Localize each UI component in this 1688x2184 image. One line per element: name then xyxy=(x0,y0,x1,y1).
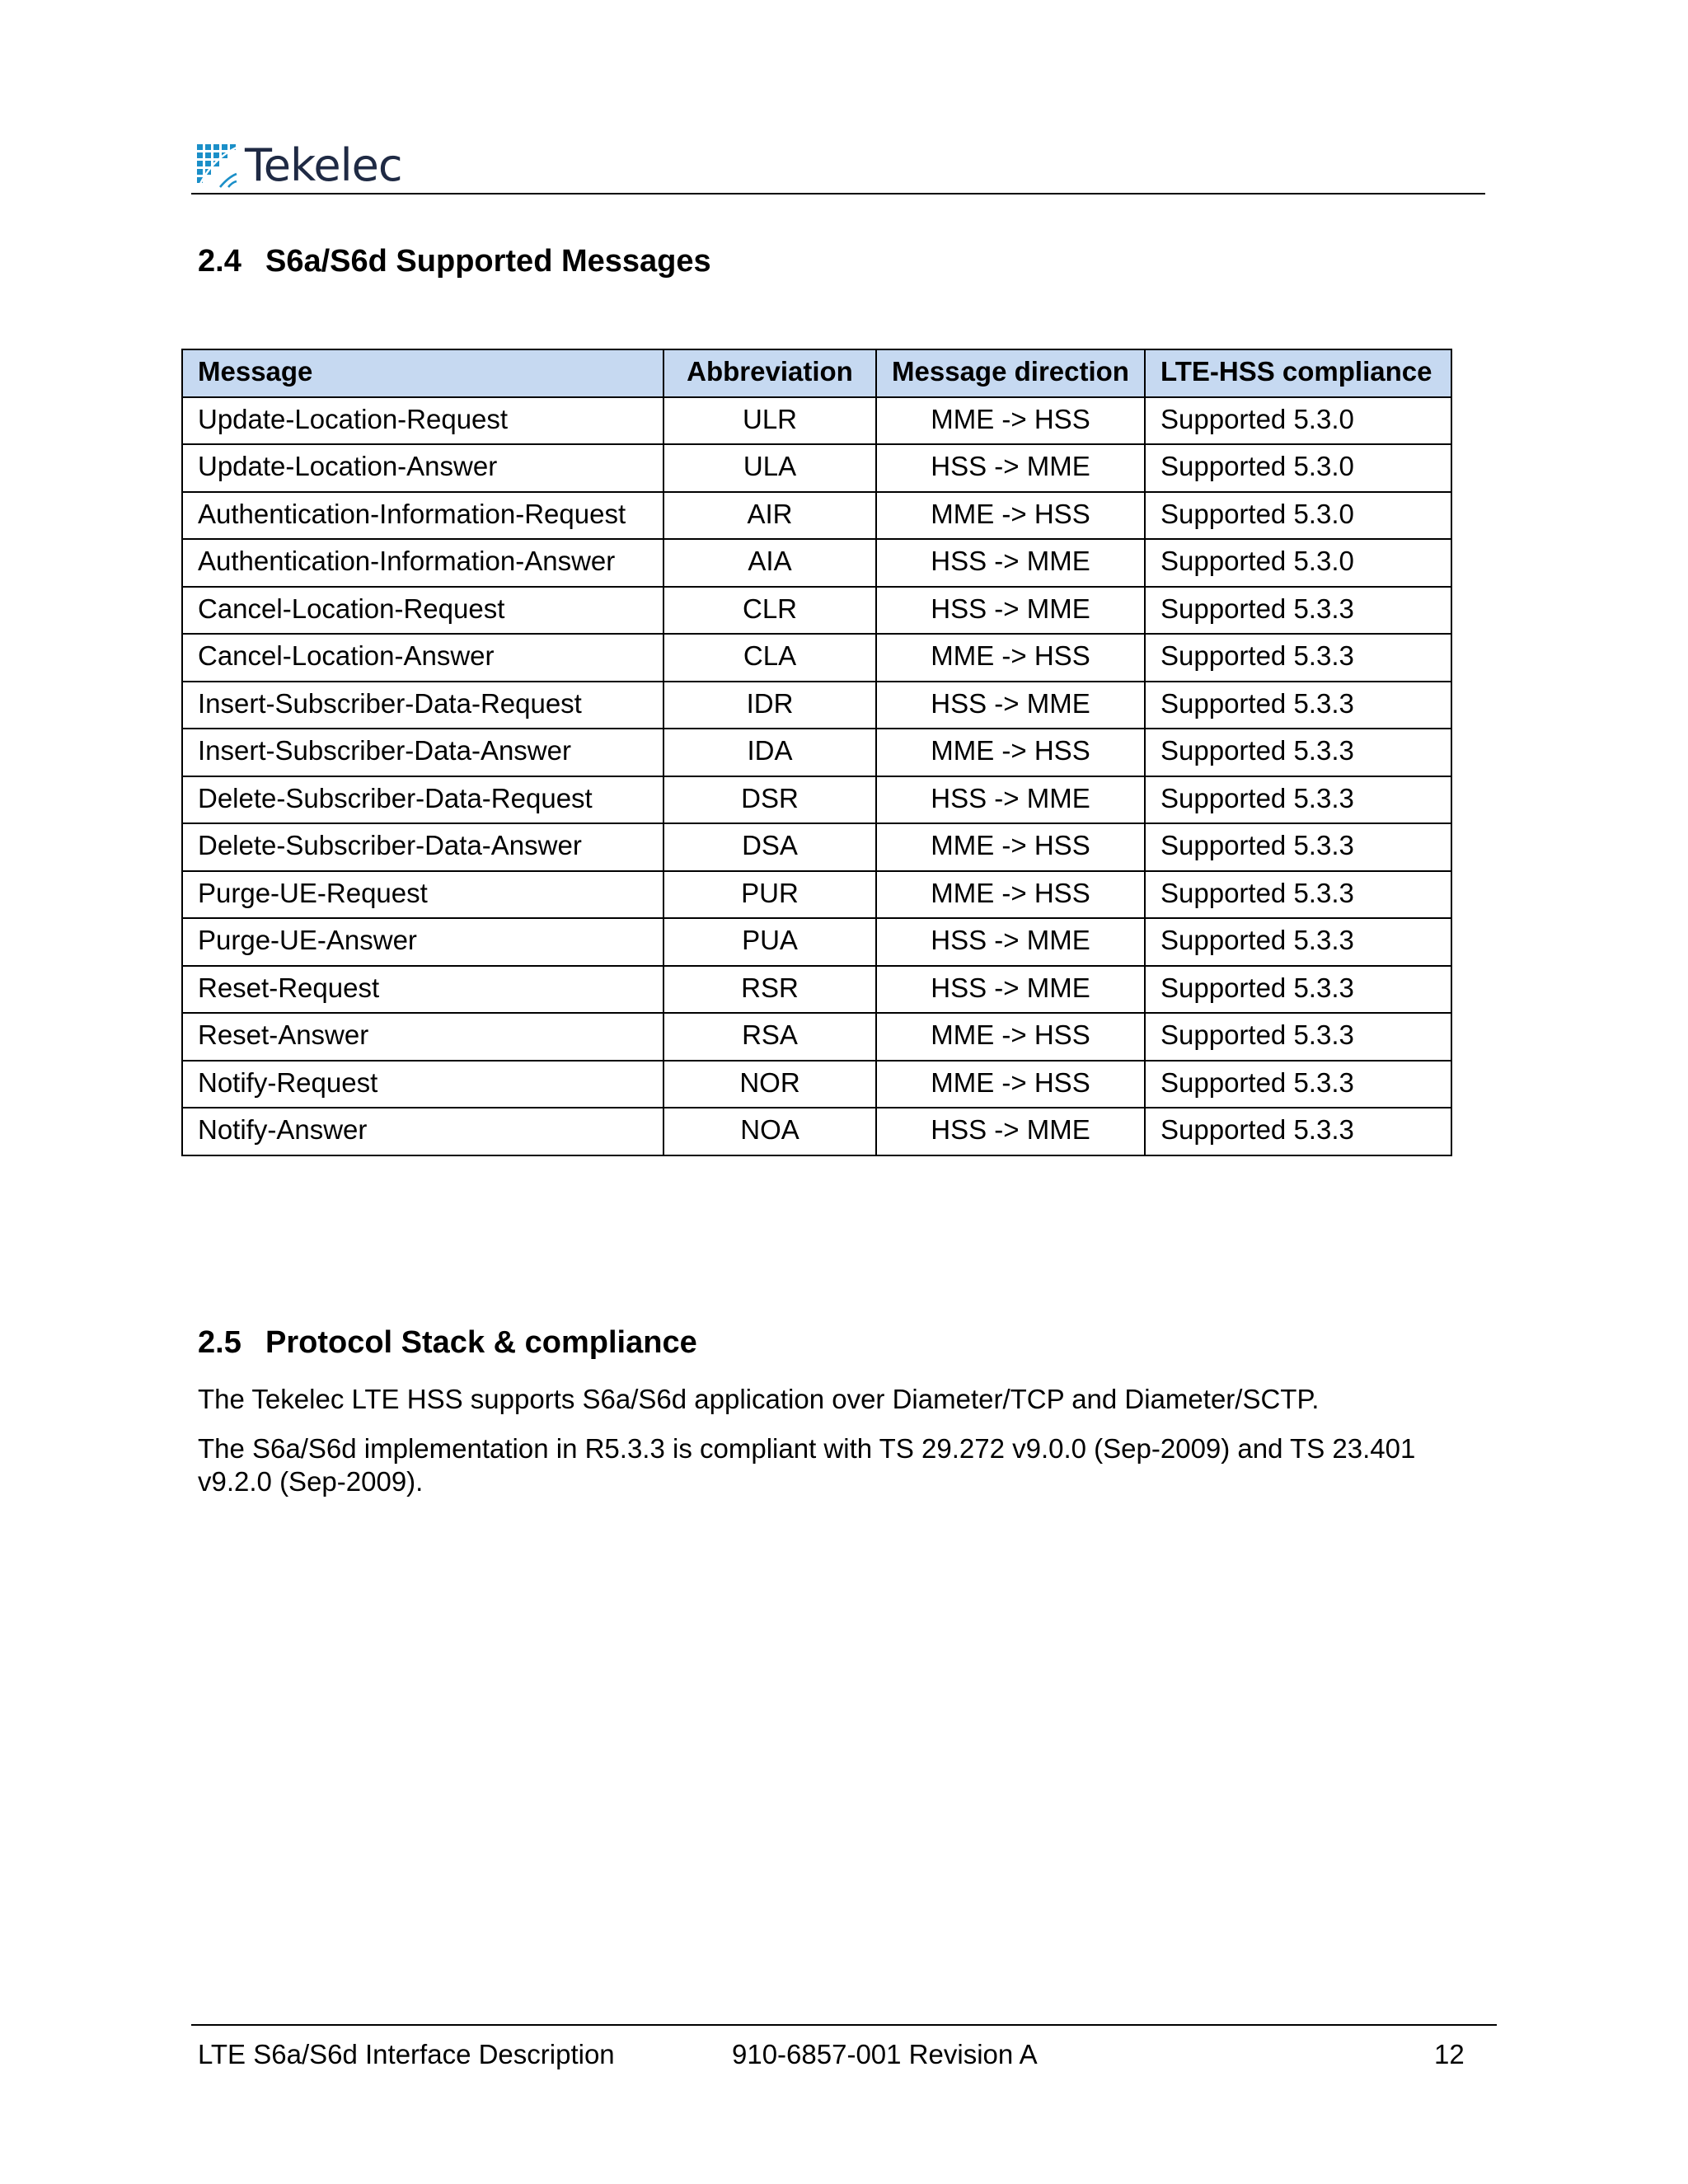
table-row xyxy=(182,823,1451,871)
cell-direction: HSS -> MME xyxy=(876,966,1145,1014)
cell-direction: MME -> HSS xyxy=(876,634,1145,682)
table-row xyxy=(182,444,1451,492)
cell-direction: MME -> HSS xyxy=(876,1013,1145,1061)
cell-message: Insert-Subscriber-Data-Answer xyxy=(182,729,663,776)
cell-message: Cancel-Location-Answer xyxy=(182,634,663,682)
cell-direction: MME -> HSS xyxy=(876,492,1145,540)
cell-compliance: Supported 5.3.3 xyxy=(1145,729,1451,776)
cell-direction: HSS -> MME xyxy=(876,776,1145,824)
cell-compliance: Supported 5.3.3 xyxy=(1145,776,1451,824)
table-row xyxy=(182,966,1451,1014)
cell-direction: MME -> HSS xyxy=(876,1061,1145,1108)
cell-message: Notify-Answer xyxy=(182,1108,663,1155)
cell-compliance: Supported 5.3.3 xyxy=(1145,1013,1451,1061)
cell-abbreviation: ULA xyxy=(663,444,876,492)
cell-compliance: Supported 5.3.0 xyxy=(1145,492,1451,540)
table-row xyxy=(182,587,1451,635)
cell-message: Delete-Subscriber-Data-Answer xyxy=(182,823,663,871)
footer-divider xyxy=(191,2024,1497,2026)
table-row xyxy=(182,871,1451,919)
cell-direction: HSS -> MME xyxy=(876,444,1145,492)
company-logo-text: Tekelec xyxy=(245,139,402,191)
table-body xyxy=(182,397,1451,1155)
cell-direction: MME -> HSS xyxy=(876,397,1145,445)
footer-doc-number: 910-6857-001 Revision A xyxy=(732,2039,1038,2069)
column-header-abbreviation: Abbreviation xyxy=(663,349,876,397)
cell-direction: MME -> HSS xyxy=(876,871,1145,919)
cell-abbreviation: AIA xyxy=(663,539,876,587)
cell-compliance: Supported 5.3.3 xyxy=(1145,587,1451,635)
cell-message: Reset-Answer xyxy=(182,1013,663,1061)
cell-message: Authentication-Information-Answer xyxy=(182,539,663,587)
cell-compliance: Supported 5.3.3 xyxy=(1145,1061,1451,1108)
cell-compliance: Supported 5.3.3 xyxy=(1145,1108,1451,1155)
cell-direction: HSS -> MME xyxy=(876,682,1145,729)
cell-compliance: Supported 5.3.3 xyxy=(1145,682,1451,729)
table-row xyxy=(182,492,1451,540)
section-number: 2.4 xyxy=(198,244,241,279)
table-row xyxy=(182,729,1451,776)
cell-abbreviation: NOR xyxy=(663,1061,876,1108)
cell-compliance: Supported 5.3.3 xyxy=(1145,918,1451,966)
cell-message: Insert-Subscriber-Data-Request xyxy=(182,682,663,729)
cell-abbreviation: RSR xyxy=(663,966,876,1014)
table-row xyxy=(182,397,1451,445)
cell-abbreviation: PUA xyxy=(663,918,876,966)
cell-abbreviation: RSA xyxy=(663,1013,876,1061)
cell-message: Reset-Request xyxy=(182,966,663,1014)
cell-direction: MME -> HSS xyxy=(876,729,1145,776)
cell-message: Authentication-Information-Request xyxy=(182,492,663,540)
section-heading-2-4 xyxy=(198,244,711,279)
cell-abbreviation: IDA xyxy=(663,729,876,776)
supported-messages-table xyxy=(181,349,1452,1156)
footer-doc-title: LTE S6a/S6d Interface Description xyxy=(198,2039,615,2069)
cell-message: Purge-UE-Answer xyxy=(182,918,663,966)
cell-compliance: Supported 5.3.3 xyxy=(1145,966,1451,1014)
cell-compliance: Supported 5.3.0 xyxy=(1145,444,1451,492)
body-paragraph: The Tekelec LTE HSS supports S6a/S6d application over Diameter/TCP and Diameter/SCTP. xyxy=(198,1384,1320,1414)
cell-compliance: Supported 5.3.3 xyxy=(1145,823,1451,871)
table-row xyxy=(182,682,1451,729)
cell-message: Purge-UE-Request xyxy=(182,871,663,919)
section-title: Protocol Stack & compliance xyxy=(265,1325,697,1360)
cell-compliance: Supported 5.3.3 xyxy=(1145,871,1451,919)
body-paragraph: The S6a/S6d implementation in R5.3.3 is compliant with TS 29.272 v9.0.0 (Sep-2009) and TS 23.401 v9.2.0 (Sep-2009). xyxy=(198,1433,1416,1497)
table-row xyxy=(182,1108,1451,1155)
cell-message: Notify-Request xyxy=(182,1061,663,1108)
table-row xyxy=(182,918,1451,966)
cell-abbreviation: ULR xyxy=(663,397,876,445)
cell-direction: HSS -> MME xyxy=(876,1108,1145,1155)
section-heading-2-5 xyxy=(198,1325,697,1361)
cell-abbreviation: PUR xyxy=(663,871,876,919)
table-header-row xyxy=(182,349,1451,397)
cell-message: Update-Location-Answer xyxy=(182,444,663,492)
column-header-compliance: LTE-HSS compliance xyxy=(1145,349,1451,397)
column-header-direction: Message direction xyxy=(876,349,1145,397)
cell-message: Delete-Subscriber-Data-Request xyxy=(182,776,663,824)
cell-direction: HSS -> MME xyxy=(876,587,1145,635)
cell-abbreviation: DSA xyxy=(663,823,876,871)
cell-compliance: Supported 5.3.0 xyxy=(1145,539,1451,587)
table-row xyxy=(182,1013,1451,1061)
cell-message: Cancel-Location-Request xyxy=(182,587,663,635)
cell-abbreviation: NOA xyxy=(663,1108,876,1155)
table-row xyxy=(182,776,1451,824)
cell-abbreviation: AIR xyxy=(663,492,876,540)
page-header xyxy=(195,140,402,191)
cell-direction: HSS -> MME xyxy=(876,918,1145,966)
table-row xyxy=(182,539,1451,587)
tekelec-logo-icon xyxy=(195,143,238,189)
header-divider xyxy=(191,193,1485,194)
column-header-message: Message xyxy=(182,349,663,397)
cell-direction: MME -> HSS xyxy=(876,823,1145,871)
table-row xyxy=(182,1061,1451,1108)
cell-abbreviation: CLR xyxy=(663,587,876,635)
cell-abbreviation: IDR xyxy=(663,682,876,729)
cell-message: Update-Location-Request xyxy=(182,397,663,445)
table-row xyxy=(182,634,1451,682)
cell-compliance: Supported 5.3.3 xyxy=(1145,634,1451,682)
cell-abbreviation: DSR xyxy=(663,776,876,824)
cell-direction: HSS -> MME xyxy=(876,539,1145,587)
footer-page-number: 12 xyxy=(1434,2039,1465,2069)
section-number: 2.5 xyxy=(198,1325,241,1360)
cell-compliance: Supported 5.3.0 xyxy=(1145,397,1451,445)
section-title: S6a/S6d Supported Messages xyxy=(265,244,711,279)
cell-abbreviation: CLA xyxy=(663,634,876,682)
